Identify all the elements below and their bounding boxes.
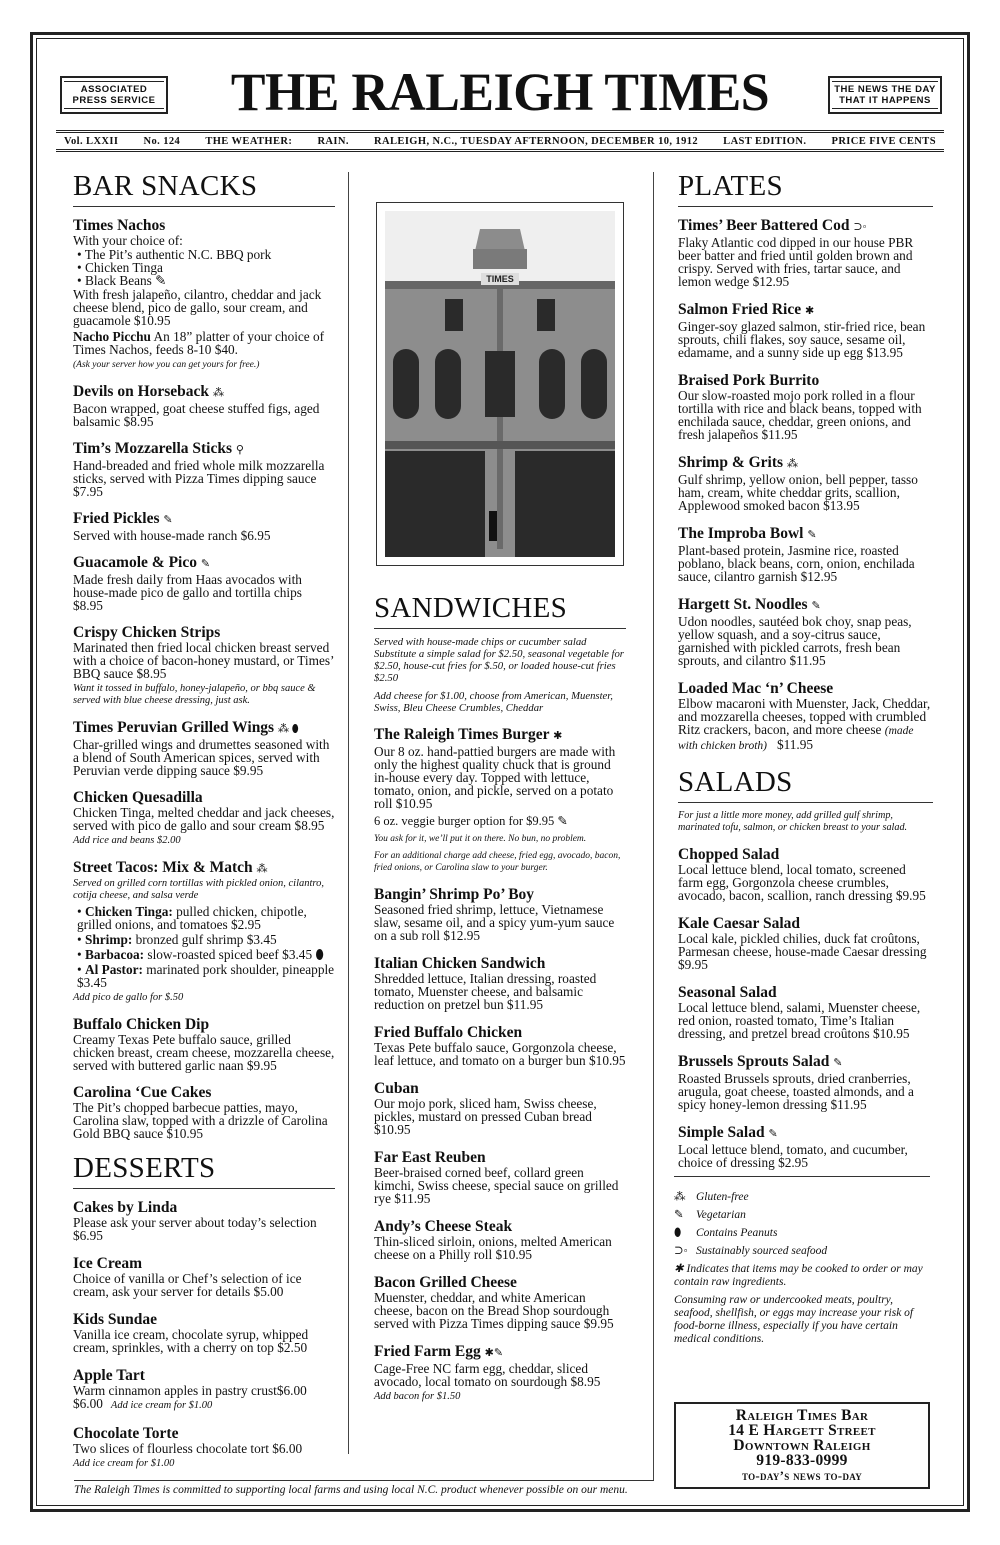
menu-item bbox=[678, 372, 933, 441]
taco-desc: slow-roasted spiced beef $3.45 ⬮ bbox=[144, 947, 324, 962]
address-box bbox=[674, 1402, 930, 1489]
nacho-picchu bbox=[73, 330, 335, 356]
menu-item bbox=[678, 915, 933, 971]
item-name bbox=[374, 886, 626, 903]
menu-item bbox=[678, 984, 933, 1040]
dietary-icon: ✎ bbox=[807, 529, 817, 541]
item-desc-text: Elbow macaroni with Muenster, Jack, Cheddar, and mozzarella cheeses, topped with crumbled Ritz crackers, bacon, and more cheese bbox=[678, 696, 931, 737]
item-name bbox=[678, 454, 933, 473]
item-desc-text: Warm cinnamon apples in pastry crust bbox=[73, 1383, 277, 1398]
section-title-sandwiches: SANDWICHES bbox=[374, 592, 626, 629]
legend-row bbox=[674, 1245, 930, 1258]
dietary-icon: ✱ bbox=[805, 305, 815, 317]
legend-label: Vegetarian bbox=[696, 1209, 746, 1221]
legend-rows bbox=[674, 1191, 930, 1258]
item-name bbox=[73, 510, 335, 529]
list-item bbox=[77, 963, 335, 989]
taco-name: Al Pastor: bbox=[84, 962, 143, 977]
legend-icon: ⊃◦ bbox=[674, 1245, 688, 1257]
menu-item bbox=[374, 1024, 626, 1067]
item-name bbox=[678, 1124, 933, 1143]
item-desc-text: Marinated then fried local chicken breast served with a choice of bacon-honey mustard, or Times’ BBQ sauce $8.95 bbox=[73, 640, 334, 681]
item-name bbox=[678, 1053, 933, 1072]
item-name bbox=[374, 1343, 626, 1362]
item-name-text: Ice Cream bbox=[73, 1255, 143, 1272]
right-box-line2: THAT IT HAPPENS bbox=[839, 95, 931, 106]
item-name-text: Loaded Mac ‘n’ Cheese bbox=[678, 680, 834, 697]
item-desc bbox=[678, 932, 933, 971]
item-desc bbox=[678, 1143, 933, 1169]
item-intro: With your choice of: bbox=[73, 233, 183, 248]
plates-list bbox=[678, 217, 933, 753]
item-desc-text: Served with house-made ranch $6.95 bbox=[73, 528, 271, 543]
raw-icon: ✱ bbox=[553, 730, 563, 742]
item-desc-text: Beer-braised corned beef, collard green kimchi, Swiss cheese, special sauce on grilled rye $11.95 bbox=[374, 1165, 619, 1206]
item-name bbox=[73, 789, 335, 806]
item-desc bbox=[678, 863, 933, 902]
menu-item bbox=[73, 1084, 335, 1140]
item-desc-text: Ginger-soy glazed salmon, stir-fried rice, bean sprouts, chili flakes, soy sauce, sesame oil, edamame, and a sunny side up egg $13.95 bbox=[678, 319, 926, 360]
item-desc-text: Two slices of flourless chocolate tort $6.00 bbox=[73, 1441, 303, 1456]
item-desc bbox=[73, 1216, 335, 1242]
building-photo bbox=[376, 202, 624, 566]
tagline: to-day’s news to-day bbox=[741, 1468, 863, 1483]
menu-item bbox=[73, 624, 335, 707]
item-name bbox=[678, 217, 933, 236]
item-name bbox=[678, 596, 933, 615]
legend-label: Contains Peanuts bbox=[696, 1227, 778, 1239]
item-name-text: Tim’s Mozzarella Sticks bbox=[73, 440, 232, 457]
item-desc-text: Texas Pete buffalo sauce, Gorgonzola cheese, leaf lettuce, and tomato on a burger bun $10.95 bbox=[374, 1040, 626, 1068]
item-name-text: Bacon Grilled Cheese bbox=[374, 1274, 517, 1291]
salads-intro: For just a little more money, add grilled gulf shrimp, marinated tofu, salmon, or chicken breast to your salad. bbox=[678, 810, 908, 833]
item-desc bbox=[73, 806, 335, 832]
item-note: For an additional charge add cheese, fried egg, avocado, bacon, fried onions, or Carolina slaw to your burger. bbox=[374, 851, 621, 873]
menu-item-burger bbox=[374, 726, 626, 874]
item-desc-text: Seasoned fried shrimp, lettuce, Vietnamese slaw, sesame oil, and a spicy yum-yum sauce on a sub roll $12.95 bbox=[374, 902, 615, 943]
item-desc bbox=[73, 1033, 335, 1072]
item-name bbox=[73, 859, 335, 878]
item-name bbox=[73, 1425, 335, 1442]
desserts-list bbox=[73, 1199, 335, 1470]
item-desc bbox=[73, 1328, 335, 1354]
item-name-text: Brussels Sprouts Salad bbox=[678, 1053, 830, 1070]
menu-item bbox=[678, 454, 933, 512]
dietary-icon: ⁂ ⬮ bbox=[277, 723, 299, 735]
menu-item bbox=[73, 1367, 335, 1412]
menu-item bbox=[73, 1311, 335, 1354]
item-desc-text: Thin-sliced sirloin, onions, melted American cheese on a Philly roll $10.95 bbox=[374, 1234, 612, 1262]
item-desc bbox=[73, 573, 335, 612]
legend-row bbox=[674, 1209, 930, 1222]
dietary-icon: ⁂ bbox=[256, 863, 268, 875]
item-name-text: Chicken Quesadilla bbox=[73, 789, 203, 806]
item-name bbox=[73, 440, 335, 459]
item-desc-text: Udon noodles, sautéed bok choy, snap peas, yellow squash, and a soy-citrus sauce, garnished with pickled carrots, fresh bean sprouts, and cilantro $11.95 bbox=[678, 614, 912, 668]
list-item: • Chicken Tinga bbox=[77, 261, 335, 274]
column-left bbox=[73, 170, 335, 1483]
item-name-text: Chocolate Torte bbox=[73, 1425, 179, 1442]
item-desc-text: Flaky Atlantic cod dipped in our house PBR beer batter and fried until golden brown and crispy. Served with fries, tartar sauce, and lemon wedge $12.95 bbox=[678, 235, 914, 289]
picchu-name: Nacho Picchu bbox=[73, 329, 151, 344]
menu-item bbox=[374, 1218, 626, 1261]
item-name-text: Chopped Salad bbox=[678, 846, 780, 863]
street-address: 14 E Hargett Street bbox=[728, 1422, 876, 1439]
item-note: Want it tossed in buffalo, honey-jalapeño, or bbq sauce & served with blue cheese dressing, just ask. bbox=[73, 683, 316, 706]
item-desc-text: The Pit’s chopped barbecue patties, mayo, Carolina slaw, topped with a drizzle of Carolina Gold BBQ sauce $10.95 bbox=[73, 1100, 328, 1141]
picchu-desc: An 18” platter of your choice of Times Nachos, feeds 8-10 $40. bbox=[73, 329, 325, 357]
menu-item bbox=[678, 680, 933, 753]
item-desc bbox=[374, 903, 626, 942]
item-desc-text: Roasted Brussels sprouts, dried cranberries, arugula, goat cheese, toasted almonds, and a spicy honey-lemon dressing $11.95 bbox=[678, 1071, 914, 1112]
volume: Vol. LXXII bbox=[64, 135, 119, 147]
building-crest bbox=[475, 229, 525, 251]
list-item: • Black Beans ✎ bbox=[77, 274, 335, 287]
issue-number: No. 124 bbox=[143, 135, 181, 147]
item-note: You ask for it, we’ll put it on there. No bun, no problem. bbox=[374, 834, 587, 844]
menu-item bbox=[374, 955, 626, 1011]
left-box-line2: PRESS SERVICE bbox=[72, 95, 156, 106]
dietary-icon: ✎ bbox=[833, 1057, 843, 1069]
item-desc-text: Local kale, pickled chilies, duck fat croûtons, Parmesan cheese, house-made Caesar dressing $9.95 bbox=[678, 931, 927, 972]
legend bbox=[674, 1176, 930, 1346]
item-name bbox=[73, 624, 335, 641]
item-name-text: Times’ Beer Battered Cod bbox=[678, 217, 850, 234]
column-divider-right bbox=[653, 172, 654, 1480]
item-name bbox=[374, 1218, 626, 1235]
item-name-text: Fried Pickles bbox=[73, 510, 160, 527]
menu-item bbox=[73, 383, 335, 428]
footer-note: The Raleigh Times is committed to supporting local farms and using local N.C. product whenever possible on our menu. bbox=[74, 1480, 654, 1496]
item-desc bbox=[678, 544, 933, 583]
menu-item bbox=[73, 789, 335, 847]
item-desc bbox=[73, 402, 335, 428]
item-name bbox=[374, 1274, 626, 1291]
legend-icon: ✎ bbox=[674, 1209, 684, 1221]
dietary-icon: ✱✎ bbox=[484, 1347, 504, 1359]
item-name bbox=[73, 1255, 335, 1272]
item-name bbox=[678, 915, 933, 932]
item-desc bbox=[374, 1235, 626, 1261]
item-note: Served on grilled corn tortillas with pickled onion, cilantro, cotija cheese, and salsa verde bbox=[73, 878, 325, 901]
item-desc-text: Chicken Tinga, melted cheddar and jack cheeses, served with pico de gallo and sour cream $8.95 bbox=[73, 805, 335, 833]
section-title-plates: PLATES bbox=[678, 170, 933, 207]
taco-desc: pulled chicken, chipotle, grilled onions, and tomatoes $2.95 bbox=[77, 904, 307, 932]
item-name-text: Apple Tart bbox=[73, 1367, 145, 1384]
item-desc-text: Gulf shrimp, yellow onion, bell pepper, tasso ham, cream, white cheddar grits, scallion, Applewood smoked bacon $13.95 bbox=[678, 472, 918, 513]
item-desc bbox=[374, 1291, 626, 1330]
dateline: RALEIGH, N.C., TUESDAY AFTERNOON, DECEMBER 10, 1912 bbox=[374, 135, 699, 147]
item-desc-text: Made fresh daily from Haas avocados with house-made pico de gallo and tortilla chips $8.95 bbox=[73, 572, 302, 613]
tagline-box bbox=[828, 76, 942, 114]
menu-item bbox=[374, 1274, 626, 1330]
section-title-bar-snacks: BAR SNACKS bbox=[73, 170, 335, 207]
item-desc bbox=[73, 738, 335, 777]
item-name bbox=[678, 372, 933, 389]
item-desc-text: Char-grilled wings and drumettes seasoned with a blend of South American spices, served with Peruvian verde dipping sauce $9.95 bbox=[73, 737, 330, 778]
item-name bbox=[678, 525, 933, 544]
item-desc-text: Vanilla ice cream, chocolate syrup, whipped cream, sprinkles, with a cherry on top $2.50 bbox=[73, 1327, 309, 1355]
item-note: Add pico de gallo for $.50 bbox=[73, 992, 184, 1003]
legend-row bbox=[674, 1191, 930, 1204]
menu-item bbox=[678, 217, 933, 288]
item-desc-text: Please ask your server about today’s selection $6.95 bbox=[73, 1215, 317, 1243]
item-name-text: Fried Farm Egg bbox=[374, 1343, 481, 1360]
item-desc bbox=[73, 641, 335, 680]
menu-item bbox=[374, 1149, 626, 1205]
price: PRICE FIVE CENTS bbox=[831, 135, 936, 147]
phone-number[interactable]: 919-833-0999 bbox=[756, 1452, 848, 1469]
item-name-text: Salmon Fried Rice bbox=[678, 301, 802, 318]
column-divider-left bbox=[348, 172, 349, 1454]
item-name-text: The Raleigh Times Burger bbox=[374, 726, 550, 743]
item-name-text: Far East Reuben bbox=[374, 1149, 486, 1166]
list-item bbox=[77, 905, 335, 931]
item-desc bbox=[678, 473, 933, 512]
section-title-salads: SALADS bbox=[678, 766, 933, 803]
menu-item bbox=[73, 217, 335, 371]
legend-row bbox=[674, 1227, 930, 1240]
item-name-text: Guacamole & Pico bbox=[73, 554, 197, 571]
menu-item bbox=[73, 440, 335, 498]
item-desc-text: Local lettuce blend, local tomato, screened farm egg, Gorgonzola cheese crumbles, avocado, bacon, scallion, ranch dressing $9.95 bbox=[678, 862, 926, 903]
bar-snacks-list bbox=[73, 383, 335, 847]
menu-item bbox=[73, 510, 335, 542]
dietary-icon: ✎ bbox=[200, 558, 211, 570]
item-desc bbox=[374, 1362, 626, 1388]
item-price: $6.00 bbox=[276, 1383, 307, 1398]
menu-item bbox=[678, 1053, 933, 1111]
item-desc-text: Hand-breaded and fried whole milk mozzarella sticks, served with Pizza Times dipping sauce $7.95 bbox=[73, 458, 325, 499]
item-name-text: Shrimp & Grits bbox=[678, 454, 784, 471]
item-desc-text: Bacon wrapped, goat cheese stuffed figs, aged balsamic $8.95 bbox=[73, 401, 320, 429]
health-warning: Consuming raw or undercooked meats, poultry, seafood, shellfish, or eggs may increase your risk of food-borne illness, especially if you have certain medical conditions. bbox=[674, 1294, 914, 1345]
right-box-line1: THE NEWS THE DAY bbox=[834, 84, 936, 95]
taco-desc: bronzed gulf shrimp $3.45 bbox=[132, 932, 277, 947]
item-name-text: Seasonal Salad bbox=[678, 984, 777, 1001]
item-name bbox=[678, 680, 933, 697]
section-title-desserts: DESSERTS bbox=[73, 1152, 335, 1189]
item-desc bbox=[73, 1272, 335, 1298]
item-name-text: Bangin’ Shrimp Po’ Boy bbox=[374, 886, 535, 903]
item-name bbox=[374, 955, 626, 972]
item-desc-text: Local lettuce blend, salami, Muenster cheese, red onion, roasted tomato, Time’s Italian dressing, and pretzel bread croûtons $10.95 bbox=[678, 1000, 921, 1041]
left-box-line1: ASSOCIATED bbox=[80, 84, 148, 95]
item-desc-text: Creamy Texas Pete buffalo sauce, grilled chicken breast, cream cheese, mozzarella cheese, served with buttered garlic naan $9.95 bbox=[73, 1032, 335, 1073]
item-desc-text: Our mojo pork, sliced ham, Swiss cheese, pickles, mustard on pressed Cuban bread $10.95 bbox=[374, 1096, 597, 1137]
item-desc-text: Choice of vanilla or Chef’s selection of ice cream, ask your server for details $5.00 bbox=[73, 1271, 302, 1299]
edition: LAST EDITION. bbox=[723, 135, 807, 147]
item-name bbox=[678, 984, 933, 1001]
item-desc bbox=[374, 1041, 626, 1067]
item-name-text: Andy’s Cheese Steak bbox=[374, 1218, 513, 1235]
dietary-icon: ✎ bbox=[163, 514, 173, 526]
item-price: $6.00 bbox=[73, 1396, 103, 1411]
item-name-text: Crispy Chicken Strips bbox=[73, 624, 221, 641]
item-desc bbox=[374, 972, 626, 1011]
item-desc bbox=[73, 529, 335, 542]
raw-notice: ✱ Indicates that items may be cooked to order or may contain raw ingredients. bbox=[674, 1263, 923, 1288]
item-name bbox=[73, 1199, 335, 1216]
item-desc-note: (made with chicken broth) bbox=[678, 725, 914, 752]
list-item bbox=[77, 948, 335, 961]
taco-name: Shrimp: bbox=[84, 932, 133, 947]
item-desc bbox=[678, 236, 933, 288]
menu-item bbox=[678, 525, 933, 583]
item-name bbox=[374, 1024, 626, 1041]
item-note: Add rice and beans $2.00 bbox=[73, 835, 181, 846]
item-desc-text: Cage-Free NC farm egg, cheddar, sliced avocado, local tomato on sourdough $8.95 bbox=[374, 1361, 601, 1389]
menu-item bbox=[374, 1343, 626, 1403]
item-name-text: Simple Salad bbox=[678, 1124, 765, 1141]
menu-item bbox=[678, 301, 933, 359]
item-desc bbox=[73, 1101, 335, 1140]
item-desc-text: Muenster, cheddar, and white American cheese, bacon on the Bread Shop sourdough served with Pizza Times dipping sauce $9.95 bbox=[374, 1290, 614, 1331]
dietary-icon: ⁂ bbox=[786, 458, 798, 470]
taco-options bbox=[77, 905, 335, 989]
menu-item bbox=[73, 719, 335, 777]
dietary-icon: ⚲ bbox=[235, 444, 244, 456]
item-desc bbox=[73, 1442, 335, 1455]
item-desc bbox=[73, 459, 335, 498]
item-desc-text: Our slow-roasted mojo pork rolled in a flour tortilla with rice and black beans, topped with enchilada sauce, cheddar, green onions, and fresh jalapeños $11.95 bbox=[678, 388, 922, 442]
taco-desc: marinated pork shoulder, pineapple $3.45 bbox=[77, 962, 335, 990]
bar-snacks-list-2 bbox=[73, 1016, 335, 1140]
dietary-icon: ⁂ bbox=[212, 387, 224, 399]
city: Downtown Raleigh bbox=[733, 1437, 871, 1454]
item-desc bbox=[678, 615, 933, 667]
item-name bbox=[374, 1080, 626, 1097]
dietary-icon: ✎ bbox=[768, 1128, 778, 1140]
list-item: • The Pit’s authentic N.C. BBQ pork bbox=[77, 248, 335, 261]
dietary-icon: ✎ bbox=[811, 600, 821, 612]
item-desc bbox=[374, 1097, 626, 1136]
item-name-text: Buffalo Chicken Dip bbox=[73, 1016, 210, 1033]
item-name bbox=[73, 1084, 335, 1101]
menu-item bbox=[73, 1425, 335, 1470]
weather-value: RAIN. bbox=[317, 135, 349, 147]
building-illustration bbox=[385, 211, 615, 557]
item-name bbox=[374, 726, 626, 745]
item-name-text: Fried Buffalo Chicken bbox=[374, 1024, 523, 1041]
item-name-text: Street Tacos: Mix & Match bbox=[73, 859, 253, 876]
item-note: (Ask your server how you can get yours for free.) bbox=[73, 360, 260, 370]
taco-name: Barbacoa: bbox=[84, 947, 145, 962]
item-desc-text: Plant-based protein, Jasmine rice, roasted poblano, black beans, corn, onion, enchilada sauce, cilantro garnish $12.95 bbox=[678, 543, 915, 584]
menu-item bbox=[678, 596, 933, 667]
item-name bbox=[73, 1311, 335, 1328]
item-name-text: The Improba Bowl bbox=[678, 525, 804, 542]
menu-item bbox=[374, 1080, 626, 1136]
taco-name: Chicken Tinga: bbox=[84, 904, 173, 919]
item-name-text: Cakes by Linda bbox=[73, 1199, 178, 1216]
item-name-text: Devils on Horseback bbox=[73, 383, 210, 400]
cheese-note: Add cheese for $1.00, choose from American, Muenster, Swiss, Bleu Cheese Crumbles, Cheddar bbox=[374, 690, 613, 714]
item-name bbox=[73, 1016, 335, 1033]
column-right bbox=[678, 170, 933, 1182]
legend-label: Sustainably sourced seafood bbox=[696, 1245, 828, 1257]
item-desc bbox=[374, 1166, 626, 1205]
item-desc: With fresh jalapeño, cilantro, cheddar and jack cheese blend, pico de gallo, sour cream, and guacamole $10.95 bbox=[73, 287, 322, 328]
menu-item bbox=[73, 1255, 335, 1298]
item-desc bbox=[678, 697, 933, 753]
item-desc-text: Shredded lettuce, Italian dressing, roasted tomato, Muenster cheese, and balsamic reduction on pretzel bun $11.95 bbox=[374, 971, 597, 1012]
item-name-text: Braised Pork Burrito bbox=[678, 372, 820, 389]
bar-name: Raleigh Times Bar bbox=[735, 1407, 869, 1424]
item-name-text: Kids Sundae bbox=[73, 1311, 158, 1328]
menu-item bbox=[374, 886, 626, 942]
item-name bbox=[73, 719, 335, 738]
item-name-text: Carolina ‘Cue Cakes bbox=[73, 1084, 212, 1101]
item-name bbox=[374, 1149, 626, 1166]
sandwiches-intro: Served with house-made chips or cucumber salad Substitute a simple salad for $2.50, seasonal vegetable for $2.50, house-cut fries for $.50, or loaded house-cut fries $2.50 bbox=[374, 636, 624, 684]
menu-item bbox=[73, 1016, 335, 1072]
item-name-text: Kale Caesar Salad bbox=[678, 915, 800, 932]
item-desc bbox=[678, 1001, 933, 1040]
dateline-bar bbox=[56, 130, 944, 152]
salads-list bbox=[678, 846, 933, 1169]
item-desc bbox=[678, 389, 933, 441]
item-name-text: Hargett St. Noodles bbox=[678, 596, 808, 613]
item-name bbox=[73, 383, 335, 402]
item-note: Add bacon for $1.50 bbox=[374, 1391, 461, 1402]
column-middle bbox=[374, 202, 626, 1416]
item-note: Add ice cream for $1.00 bbox=[73, 1458, 175, 1469]
nacho-options bbox=[77, 248, 335, 287]
item-price-row bbox=[73, 1397, 335, 1412]
item-note: Add ice cream for $1.00 bbox=[110, 1400, 213, 1411]
building-sign: TIMES bbox=[486, 274, 514, 284]
menu-item-tacos bbox=[73, 859, 335, 1004]
item-desc: Our 8 oz. hand-pattied burgers are made with only the highest quality chuck that is ground in-house every day. Topped with lettuce, tomato, onion, and pickle, served on a potato roll $10.95 bbox=[374, 744, 616, 811]
menu-item bbox=[678, 846, 933, 902]
item-price: $11.95 bbox=[767, 737, 814, 752]
dietary-icon: ⊃◦ bbox=[853, 221, 867, 233]
menu-item bbox=[73, 1199, 335, 1242]
menu-item bbox=[73, 554, 335, 612]
legend-icon: ⬮ bbox=[674, 1227, 682, 1239]
item-desc-text: Local lettuce blend, tomato, and cucumber, choice of dressing $2.95 bbox=[678, 1142, 908, 1170]
item-desc bbox=[678, 320, 933, 359]
item-name-text: Cuban bbox=[374, 1080, 419, 1097]
veggie-option: 6 oz. veggie burger option for $9.95 ✎ bbox=[374, 814, 568, 828]
menu-item bbox=[678, 1124, 933, 1169]
sandwiches-list bbox=[374, 886, 626, 1403]
weather-label: THE WEATHER: bbox=[205, 135, 293, 147]
item-name bbox=[73, 554, 335, 573]
item-desc bbox=[678, 1072, 933, 1111]
masthead-title: THE RALEIGH TIMES bbox=[230, 62, 770, 122]
item-name-text: Italian Chicken Sandwich bbox=[374, 955, 546, 972]
item-desc bbox=[73, 1384, 335, 1397]
item-name-text: Times Peruvian Grilled Wings bbox=[73, 719, 275, 736]
list-item bbox=[77, 933, 335, 946]
item-name bbox=[678, 846, 933, 863]
legend-icon: ⁂ bbox=[674, 1191, 686, 1203]
legend-label: Gluten-free bbox=[696, 1191, 749, 1203]
item-name bbox=[73, 1367, 335, 1384]
item-name: Times Nachos bbox=[73, 217, 166, 234]
associated-press-box bbox=[60, 76, 168, 114]
item-name bbox=[678, 301, 933, 320]
